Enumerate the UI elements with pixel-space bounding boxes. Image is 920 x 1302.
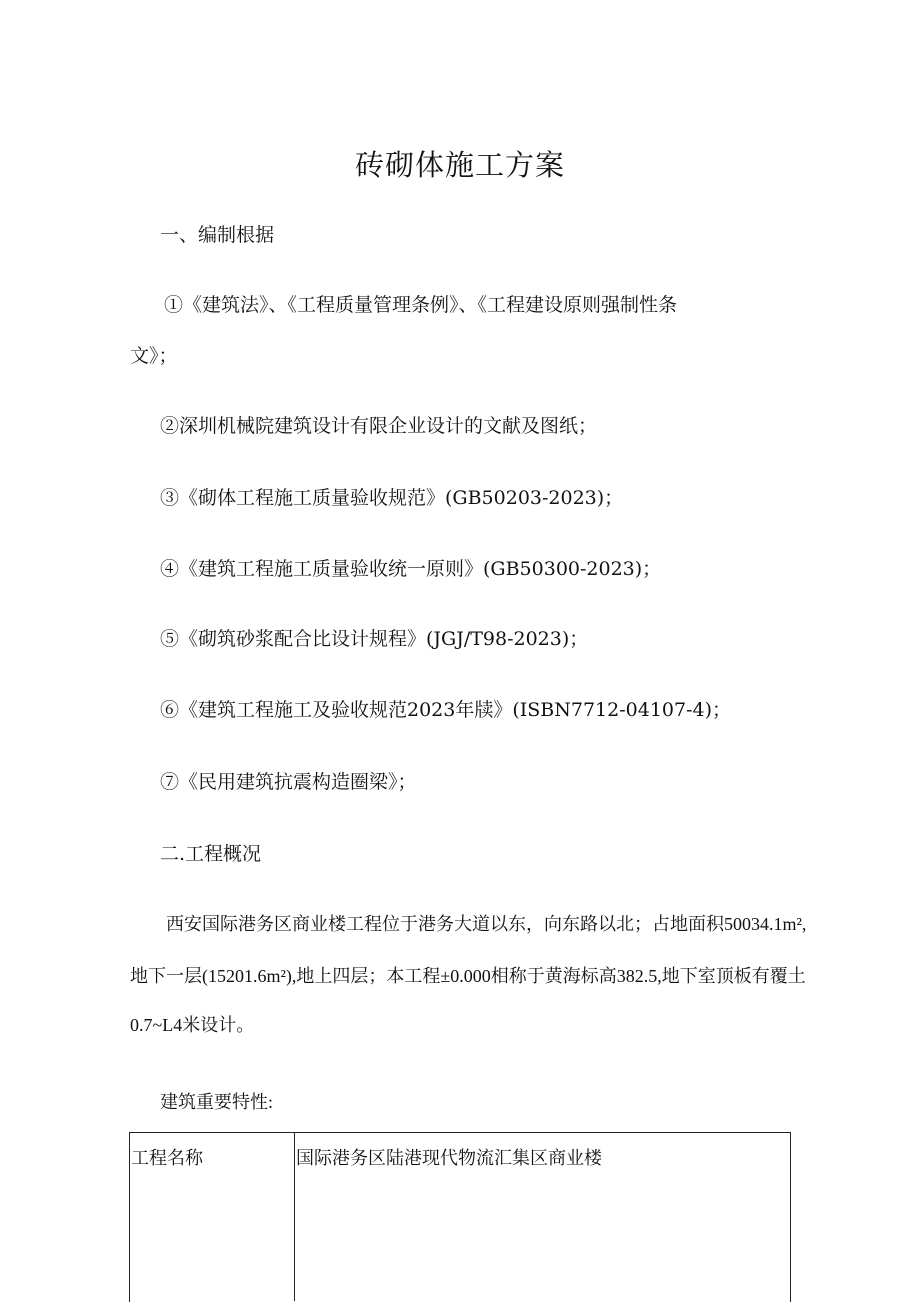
basis-item-4: ④《建筑工程施工质量验收统一原则》(GB50300-2023)；	[160, 558, 662, 580]
building-features-label: 建筑重要特性:	[160, 1092, 274, 1112]
section-heading-basis: 一、编制根据	[160, 224, 275, 246]
overview-paragraph-line-2: 地下一层(15201.6m²),地上四层；本工程±0.000相称于黄海标高382.5,地下室顶板有覆土	[130, 966, 806, 986]
basis-item-1: ①《建筑法》、《工程质量管理条例》、《工程建设原则强制性条	[164, 294, 678, 316]
basis-item-6: ⑥《建筑工程施工及验收规范2023年牍》(ISBN7712-04107-4)；	[160, 699, 732, 721]
overview-paragraph-line-1: 西安国际港务区商业楼工程位于港务大道以东，向东路以北；占地面积50034.1m²,	[166, 914, 807, 934]
basis-item-5: ⑤《砌筑砂浆配合比设计规程》(JGJ/T98-2023)；	[160, 628, 589, 650]
table-column-divider	[294, 1132, 295, 1301]
section-heading-overview: 二.工程概况	[160, 843, 262, 865]
table-cell-value: 国际港务区陆港现代物流汇集区商业楼	[296, 1148, 602, 1169]
basis-item-3: ③《砌体工程施工质量验收规范》(GB50203-2023)；	[160, 487, 624, 509]
basis-item-7: ⑦《民用建筑抗震构造圈梁》；	[160, 771, 417, 793]
document-title: 砖砌体施工方案	[354, 148, 565, 182]
basis-item-2: ②深圳机械院建筑设计有限企业设计的文献及图纸；	[160, 415, 598, 437]
table-cell-label: 工程名称	[131, 1148, 203, 1169]
basis-item-1-continued: 文》；	[130, 345, 178, 367]
overview-paragraph-line-3: 0.7~L4米设计。	[130, 1015, 255, 1035]
